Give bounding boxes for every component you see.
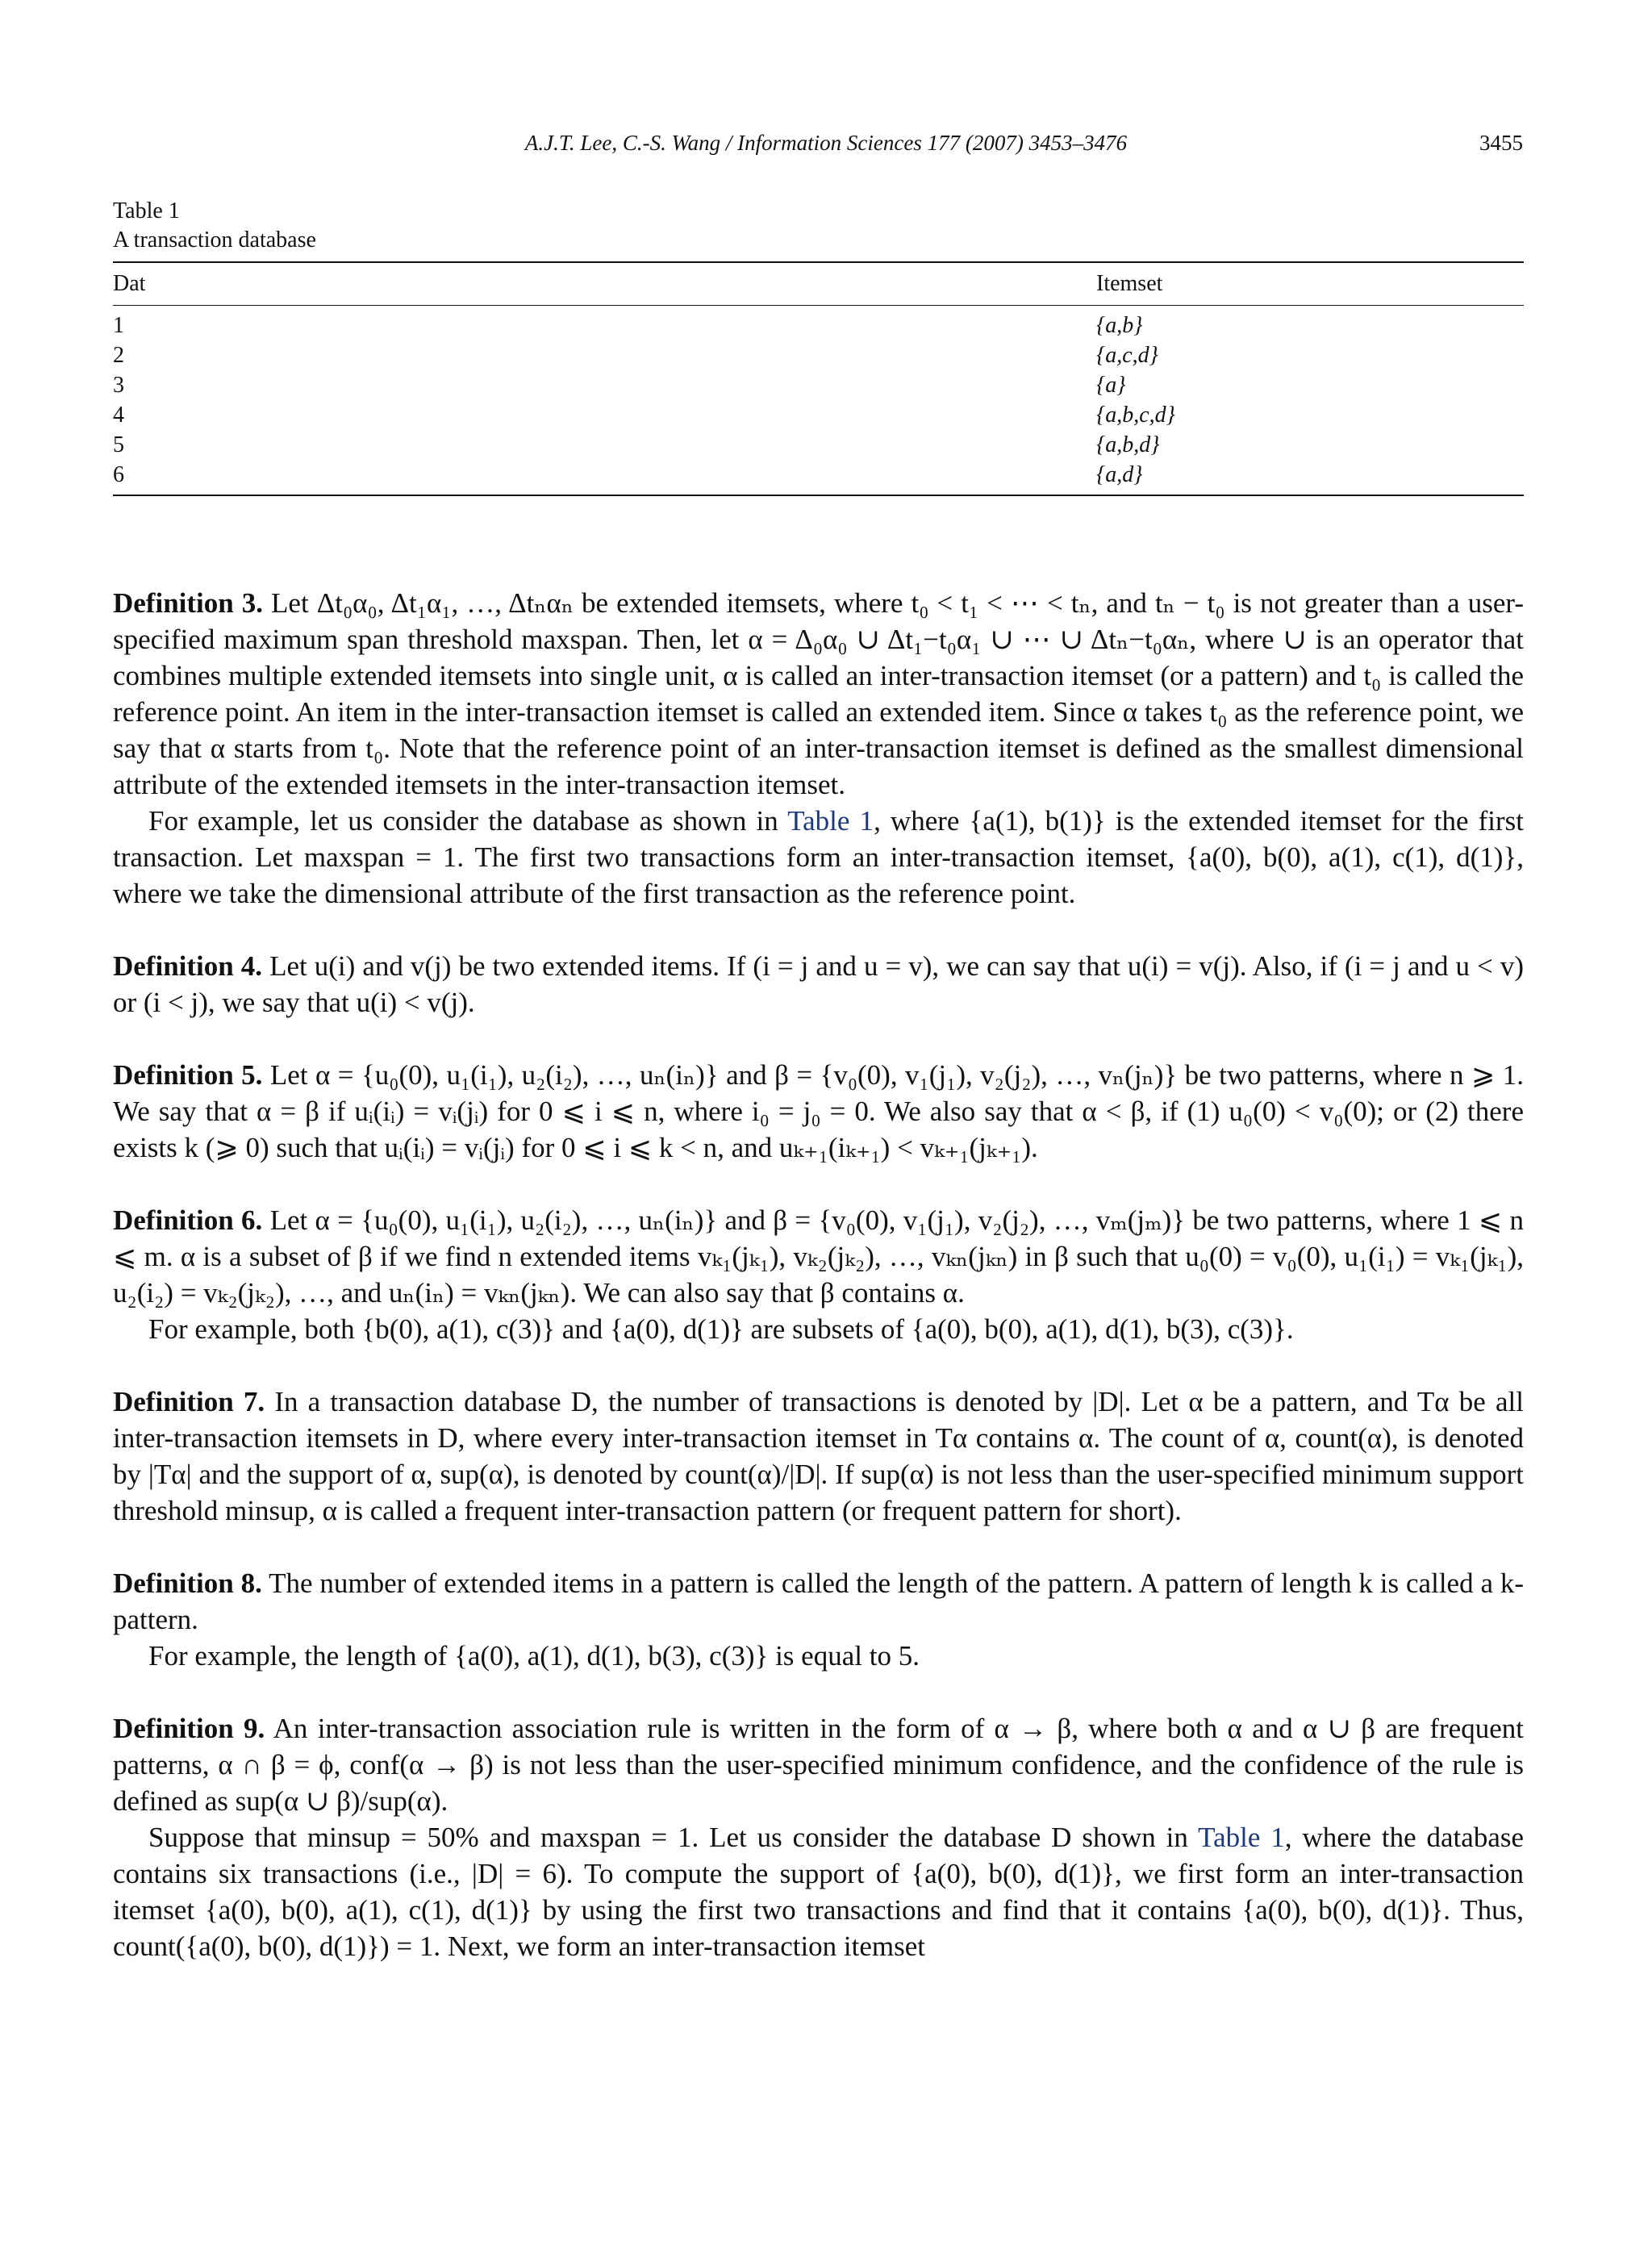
definition-9-example xyxy=(113,1819,1524,1964)
column-header-dat: Dat xyxy=(113,271,146,296)
cell-itemset: {a,b} xyxy=(1096,313,1143,338)
definition-5-label: Definition 5. xyxy=(113,1059,263,1091)
table-1-link[interactable]: Table 1 xyxy=(1198,1822,1285,1853)
definition-3-example-post: , where {a(1), b(1)} is the extended itemset for the first transaction. Let maxspan = 1. The first two transactions form an inter-transaction itemset, {a(0), b(0), a(1), c(1), d(1)}, where we take the dimensional attribute of the first transaction as the reference point. xyxy=(113,805,1524,909)
running-head-text: A.J.T. Lee, C.-S. Wang / Information Sciences 177 (2007) 3453–3476 xyxy=(524,131,1128,155)
cell-dat: 1 xyxy=(113,313,124,338)
definition-6 xyxy=(113,1202,1524,1311)
definition-8-text: The number of extended items in a pattern is called the length of the pattern. A pattern of length k is called a k-pattern. xyxy=(113,1567,1525,1635)
definition-3 xyxy=(113,585,1524,803)
definition-3-example xyxy=(113,803,1524,912)
definition-4-label: Definition 4. xyxy=(113,950,263,982)
column-header-itemset: Itemset xyxy=(1096,271,1163,296)
definition-9-text: An inter-transaction association rule is written in the form of α → β, where both α and α ∪ β are frequent patterns, α ∩ β = ϕ, conf(α → β) is not less than the user-specified minimum confidence, and the confidence of the rule is defined as sup(α ∪ β)/sup(α). xyxy=(113,1713,1524,1817)
definition-9-example-pre: Suppose that minsup = 50% and maxspan = 1. Let us consider the database D shown in xyxy=(148,1822,1188,1853)
cell-dat: 4 xyxy=(113,403,124,428)
table-caption xyxy=(113,197,316,255)
definition-3-example-pre: For example, let us consider the database as shown in xyxy=(148,805,778,837)
definition-3-label: Definition 3. xyxy=(113,587,264,619)
running-head xyxy=(0,131,1652,156)
cell-itemset: {a,d} xyxy=(1096,462,1143,487)
cell-itemset: {a,c,d} xyxy=(1096,343,1158,368)
cell-dat: 3 xyxy=(113,373,124,398)
table-header-row xyxy=(113,262,1524,306)
definition-6-label: Definition 6. xyxy=(113,1204,263,1236)
definition-5 xyxy=(113,1057,1524,1166)
page-number: 3455 xyxy=(1479,131,1523,155)
definition-6-text: Let α = {u₀(0), u₁(i₁), u₂(i₂), …, uₙ(iₙ)} and β = {v₀(0), v₁(j₁), v₂(j₂), …, vₘ(jₘ)} be two patterns, where 1 ⩽ n ⩽ m. α is a subset of β if we find n extended items vₖ₁(jₖ₁), vₖ₂(jₖ₂), …, vₖₙ(jₖₙ) in β such that u₀(0) = v₀(0), u₁(i₁) = vₖ₁(jₖ₁), u₂(i₂) = vₖ₂(jₖ₂), …, and uₙ(iₙ) = vₖₙ(jₖₙ). We can also say that β contains α. xyxy=(113,1204,1524,1309)
definition-7-label: Definition 7. xyxy=(113,1386,265,1417)
definition-7 xyxy=(113,1384,1524,1529)
table-row xyxy=(113,400,1524,430)
definition-9-label: Definition 9. xyxy=(113,1713,265,1744)
cell-itemset: {a,b,c,d} xyxy=(1096,403,1175,428)
definition-4-text: Let u(i) and v(j) be two extended items. If (i = j and u = v), we can say that u(i) = v(j). Also, if (i = j and u < v) or (i < j), we say that u(i) < v(j). xyxy=(113,950,1524,1018)
cell-itemset: {a,b,d} xyxy=(1096,432,1160,457)
definition-4 xyxy=(113,948,1524,1021)
cell-dat: 2 xyxy=(113,343,124,368)
definition-5-text: Let α = {u₀(0), u₁(i₁), u₂(i₂), …, uₙ(iₙ)} and β = {v₀(0), v₁(j₁), v₂(j₂), …, vₙ(jₙ)} be two patterns, where n ⩾ 1. We say that α = β if uᵢ(iᵢ) = vᵢ(jᵢ) for 0 ⩽ i ⩽ n, where i₀ = j₀ = 0. We also say that α < β, if (1) u₀(0) < v₀(0); or (2) there exists k (⩾ 0) such that uᵢ(iᵢ) = vᵢ(jᵢ) for 0 ⩽ i ⩽ k < n, and uₖ₊₁(iₖ₊₁) < vₖ₊₁(jₖ₊₁). xyxy=(113,1059,1524,1163)
table-title: A transaction database xyxy=(113,227,316,253)
table-row xyxy=(113,460,1524,495)
definition-8 xyxy=(113,1565,1524,1638)
table-row xyxy=(113,306,1524,341)
table-row xyxy=(113,340,1524,370)
definition-9 xyxy=(113,1710,1524,1819)
cell-itemset: {a} xyxy=(1096,373,1126,398)
table-label: Table 1 xyxy=(113,198,180,223)
table-row xyxy=(113,370,1524,400)
definition-8-example: For example, the length of {a(0), a(1), d(1), b(3), c(3)} is equal to 5. xyxy=(148,1640,920,1672)
cell-dat: 6 xyxy=(113,462,124,487)
transaction-table xyxy=(113,261,1524,496)
body-text xyxy=(113,585,1524,1964)
cell-dat: 5 xyxy=(113,432,124,457)
definition-8-label: Definition 8. xyxy=(113,1567,262,1599)
definition-3-text: Let Δt₀α₀, Δt₁α₁, …, Δtₙαₙ be extended itemsets, where t₀ < t₁ < ⋯ < tₙ, and tₙ − t₀ is not greater than a user-specified maximum span threshold maxspan. Then, let α = Δ₀α₀ ∪ Δt₁−t₀α₁ ∪ ⋯ ∪ Δtₙ−t₀αₙ, where ∪ is an operator that combines multiple extended itemsets into single unit, α is called an inter-transaction itemset (or a pattern) and t₀ is called the reference point. An item in the inter-transaction itemset is called an extended item. Since α takes t₀ as the reference point, we say that α starts from t₀. Note that the reference point of an inter-transaction itemset is defined as the smallest dimensional attribute of the extended itemsets in the inter-transaction itemset. xyxy=(113,587,1524,800)
definition-6-example: For example, both {b(0), a(1), c(3)} and {a(0), d(1)} are subsets of {a(0), b(0), a(1), d(1), b(3), c(3)}. xyxy=(148,1313,1294,1345)
table-row xyxy=(113,430,1524,460)
definition-7-text: In a transaction database D, the number of transactions is denoted by |D|. Let α be a pattern, and Tα be all inter-transaction itemsets in D, where every inter-transaction itemset in Tα contains α. The count of α, count(α), is denoted by |Tα| and the support of α, sup(α), is denoted by count(α)/|D|. If sup(α) is not less than the user-specified minimum support threshold minsup, α is called a frequent inter-transaction pattern (or frequent pattern for short). xyxy=(113,1386,1525,1526)
definition-9-example-post: , where the database contains six transactions (i.e., |D| = 6). To compute the support of {a(0), b(0), d(1)}, we first form an inter-transaction itemset {a(0), b(0), a(1), c(1), d(1)} by using the first two transactions and find that it contains {a(0), b(0), d(1)}. Thus, count({a(0), b(0), d(1)}) = 1. Next, we form an inter-transaction itemset xyxy=(113,1822,1525,1962)
table-1-link[interactable]: Table 1 xyxy=(787,805,874,837)
